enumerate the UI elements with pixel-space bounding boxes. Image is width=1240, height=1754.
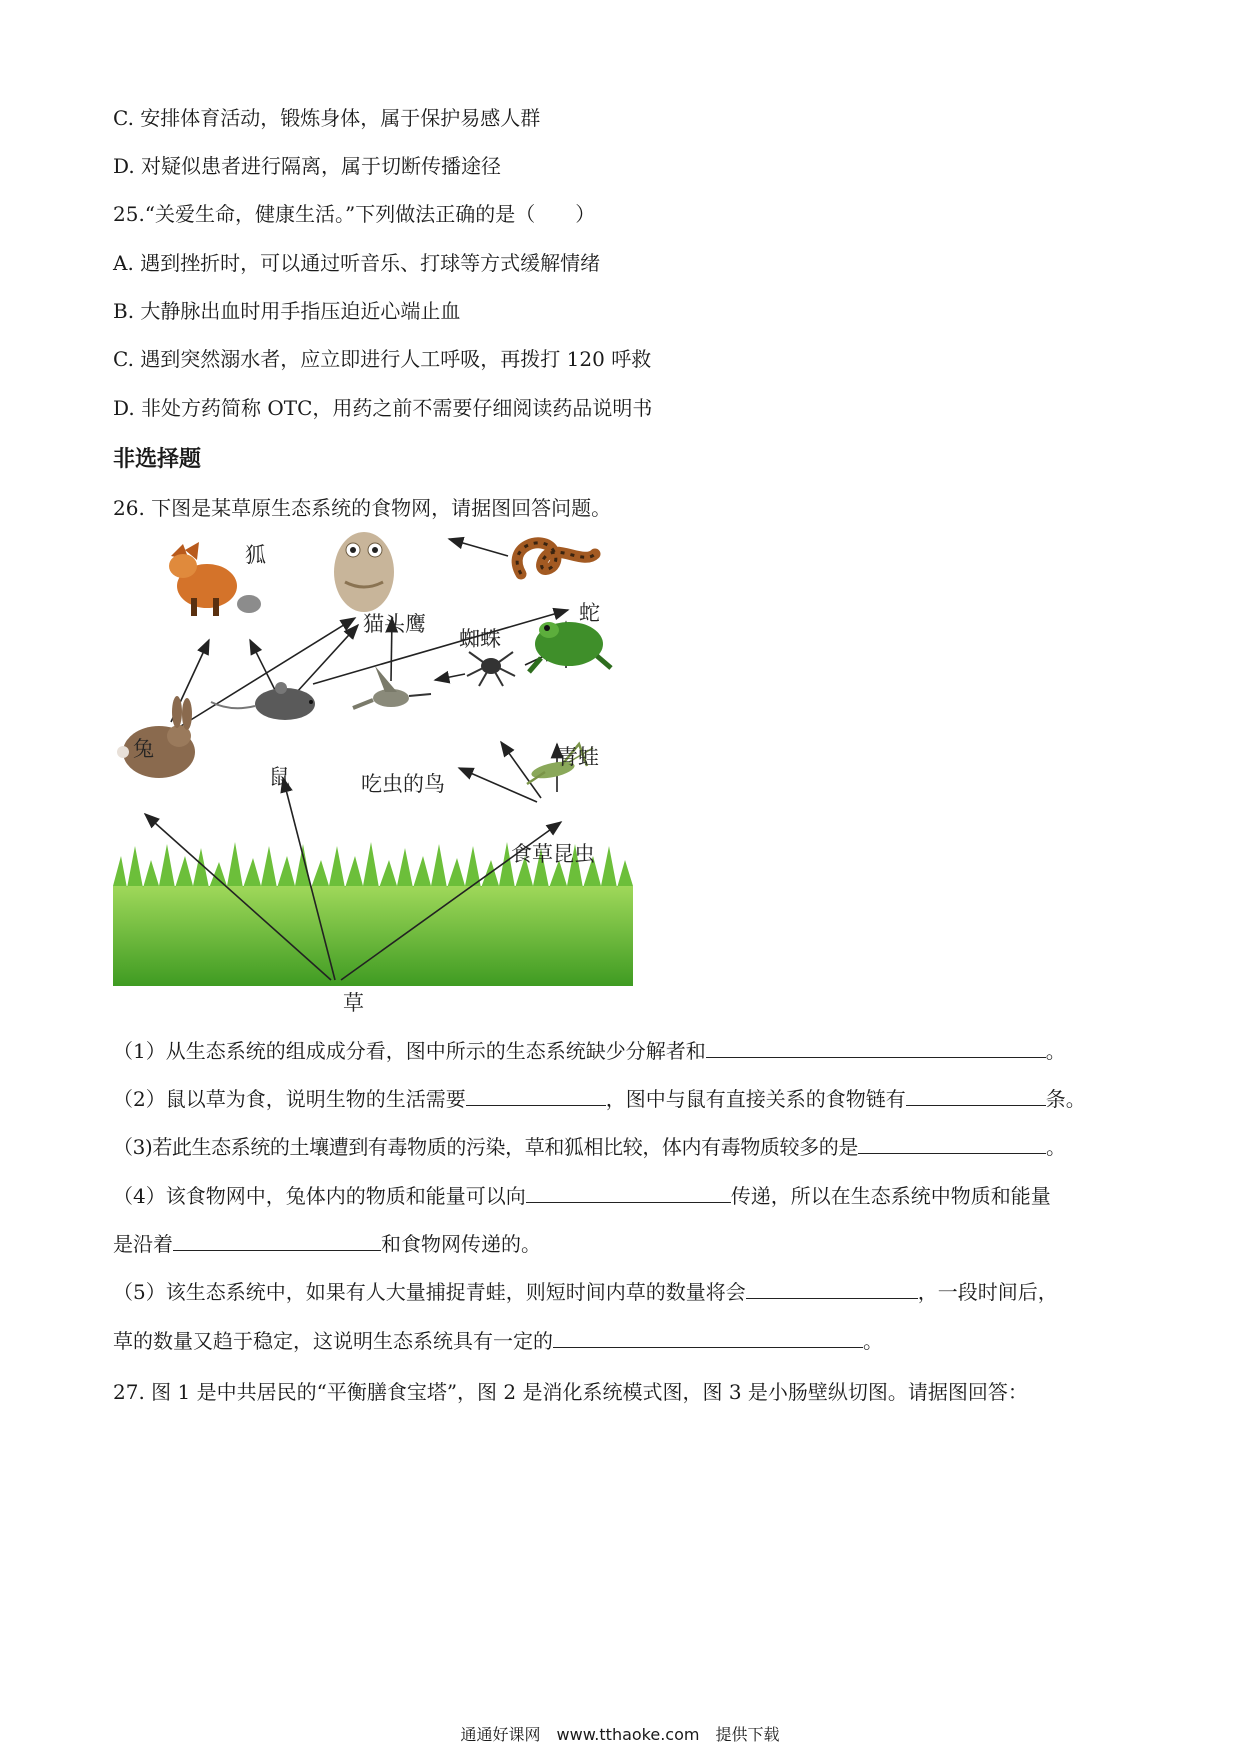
rabbit-icon bbox=[117, 696, 195, 778]
line-25a: A. 遇到挫折时，可以通过听音乐、打球等方式缓解情绪 bbox=[113, 251, 601, 275]
answer-blank[interactable] bbox=[706, 1037, 1046, 1058]
question-26-5a: （5）该生态系统中，如果有人大量捕捉青蛙，则短时间内草的数量将会 ，一段时间后， bbox=[113, 1280, 1058, 1304]
spider-icon bbox=[467, 652, 515, 686]
label-mouse: 鼠 bbox=[269, 765, 290, 789]
frog-icon bbox=[529, 622, 611, 672]
label-frog: 青蛙 bbox=[557, 745, 599, 769]
label-grass: 草 bbox=[343, 991, 364, 1015]
answer-blank[interactable] bbox=[526, 1182, 731, 1203]
question-26-stem: 26. 下图是某草原生态系统的食物网，请据图回答问题。 bbox=[113, 496, 612, 520]
question-26-1: （1）从生态系统的组成成分看，图中所示的生态系统缺少分解者和 。 bbox=[113, 1039, 1066, 1063]
answer-blank[interactable] bbox=[858, 1133, 1046, 1154]
line-24d: D. 对疑似患者进行隔离，属于切断传播途径 bbox=[113, 154, 502, 178]
label-snake: 蛇 bbox=[579, 601, 600, 625]
bird-icon bbox=[353, 666, 431, 708]
label-rabbit: 兔 bbox=[133, 737, 154, 761]
question-26-4a: （4）该食物网中，兔体内的物质和能量可以向 传递，所以在生态系统中物质和能量 bbox=[113, 1184, 1051, 1208]
label-insect: 食草昆虫 bbox=[511, 842, 595, 866]
snake-icon bbox=[517, 543, 595, 574]
question-26-3: （3)若此生态系统的土壤遭到有毒物质的污染，草和狐相比较，体内有毒物质较多的是 。 bbox=[113, 1135, 1066, 1159]
answer-blank[interactable] bbox=[173, 1230, 381, 1251]
question-25-stem: 25.“关爱生命，健康生活。”下列做法正确的是（ ） bbox=[113, 202, 596, 226]
line-25d: D. 非处方药简称 OTC，用药之前不需要仔细阅读药品说明书 bbox=[113, 396, 653, 420]
mouse-icon bbox=[211, 682, 315, 720]
line-25c: C. 遇到突然溺水者，应立即进行人工呼吸，再拨打 120 呼救 bbox=[113, 347, 652, 371]
question-26-2: （2）鼠以草为食，说明生物的生活需要 ，图中与鼠有直接关系的食物链有 条。 bbox=[113, 1087, 1086, 1111]
question-26-5b: 草的数量又趋于稳定，这说明生态系统具有一定的 。 bbox=[113, 1329, 883, 1353]
owl-icon bbox=[334, 532, 394, 612]
food-web-figure bbox=[113, 526, 645, 1020]
footer: 通通好课网 www.tthaoke.com 提供下载 bbox=[460, 1725, 780, 1744]
label-bird: 吃虫的鸟 bbox=[361, 772, 445, 796]
label-fox: 狐 bbox=[245, 543, 266, 567]
label-owl: 猫头鹰 bbox=[363, 612, 426, 636]
question-26-4b: 是沿着 和食物网传递的。 bbox=[113, 1232, 541, 1256]
label-spider: 蜘蛛 bbox=[459, 627, 501, 651]
answer-blank[interactable] bbox=[746, 1278, 918, 1299]
section-title: 非选择题 bbox=[113, 447, 202, 472]
question-27-stem: 27. 图 1 是中共居民的“平衡膳食宝塔”，图 2 是消化系统模式图，图 3 是小肠壁纵切图。请据图回答： bbox=[113, 1380, 1028, 1404]
answer-blank[interactable] bbox=[553, 1327, 863, 1348]
answer-blank[interactable] bbox=[466, 1085, 606, 1106]
answer-blank[interactable] bbox=[906, 1085, 1046, 1106]
line-25b: B. 大静脉出血时用手指压迫近心端止血 bbox=[113, 299, 461, 323]
line-24c: C. 安排体育活动，锻炼身体，属于保护易感人群 bbox=[113, 106, 541, 130]
